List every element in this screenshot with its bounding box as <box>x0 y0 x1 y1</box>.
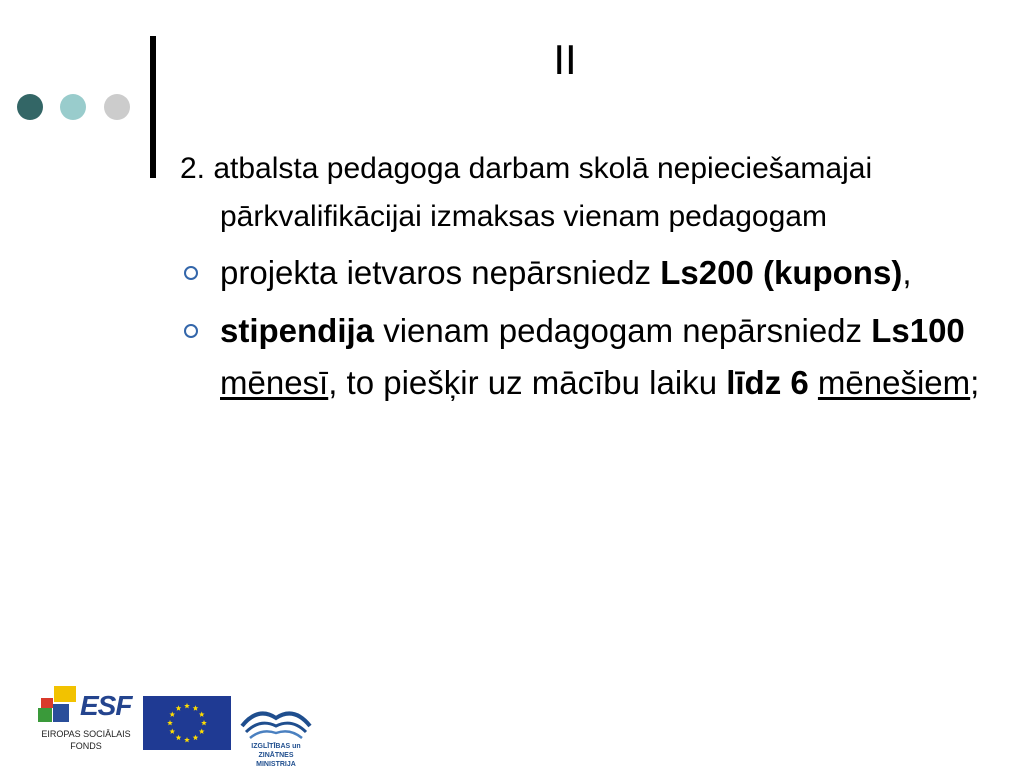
esf-squares-icon <box>38 684 78 724</box>
eu-star-icon <box>199 712 205 717</box>
esf-logo <box>36 684 136 760</box>
eu-star-icon <box>176 735 182 740</box>
bullet-text-part: projekta ietvaros nepārsniedz <box>220 254 661 291</box>
eu-star-icon <box>193 735 199 740</box>
bullet-text-part: , to piešķir uz mācību laiku <box>328 364 727 401</box>
eu-star-icon <box>169 712 175 717</box>
eu-star-icon <box>193 705 199 710</box>
eu-star-icon <box>169 729 175 734</box>
decor-dot-dark <box>17 94 43 120</box>
bullet-text-part: Ls200 (kupons) <box>660 254 903 291</box>
esf-caption-line1: EIROPAS SOCIĀLAIS <box>41 729 131 739</box>
bullet-text <box>220 254 911 291</box>
bullet-text-part: stipendija <box>220 312 375 349</box>
bullet-text-part: līdz 6 <box>726 364 809 401</box>
eu-star-icon <box>201 720 207 725</box>
ministry-caption <box>236 742 316 768</box>
eu-star-icon <box>199 729 205 734</box>
esf-caption-line2: FONDS <box>70 741 102 751</box>
esf-logo-text: ESF <box>80 690 132 721</box>
eu-star-icon <box>176 705 182 710</box>
bullet-text <box>220 312 979 401</box>
ministry-logo <box>236 700 316 768</box>
bullet-text-part: Ls100 <box>871 312 965 349</box>
bullet-list <box>180 247 980 409</box>
slide-content <box>180 145 980 415</box>
eu-star-icon <box>167 720 173 725</box>
bullet-circle-icon <box>184 324 198 338</box>
bullet-item-coupon <box>180 247 980 299</box>
decor-vertical-line <box>150 36 156 178</box>
slide-title: II <box>553 36 577 83</box>
footer-logos <box>36 684 336 768</box>
esf-caption <box>36 728 136 752</box>
bullet-text-part: vienam pedagogam nepārsniedz <box>374 312 872 349</box>
bullet-text-part: mēnesī <box>220 364 329 401</box>
eu-stars-icon <box>143 696 231 750</box>
bullet-item-stipend <box>180 305 980 409</box>
ministry-caption-line2: MINISTRIJA <box>256 761 296 768</box>
bullet-text-part: mēnešiem <box>817 364 971 401</box>
decor-dot-gray <box>104 94 130 120</box>
eu-star-icon <box>184 703 190 708</box>
open-book-icon <box>236 700 316 742</box>
ministry-caption-line1: IZGLĪTĪBAS un ZINĀTNES <box>251 743 301 759</box>
bullet-text-part: ; <box>970 364 980 401</box>
bullet-circle-icon <box>184 266 198 280</box>
decor-dot-teal <box>60 94 86 120</box>
intro-text: 2. atbalsta pedagoga darbam skolā nepieciešamajai pārkvalifikācijai izmaksas vienam pedagogam <box>180 152 873 233</box>
eu-star-icon <box>184 737 190 742</box>
bullet-text-part: , <box>902 254 912 291</box>
bullet-text-part <box>809 364 818 401</box>
eu-flag-icon <box>143 696 231 750</box>
